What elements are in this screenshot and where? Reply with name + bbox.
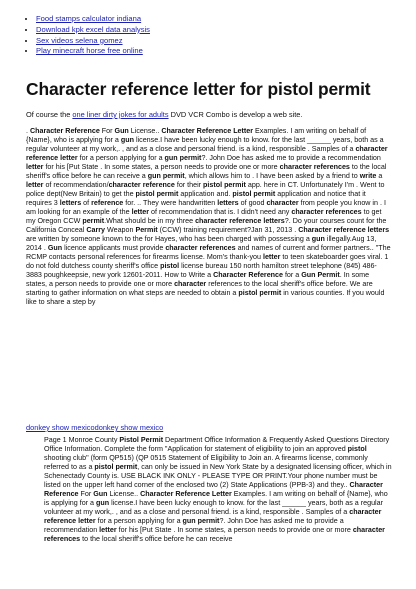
donkey-show-link[interactable]: donkey show mexicodonkey show mexico <box>26 423 164 432</box>
body-text: Examples. I am writing on behalf of {Name}, who is applying for a <box>44 490 388 508</box>
keyword-text: reference <box>91 199 124 208</box>
keyword-text: gun <box>311 235 325 244</box>
body-text: from people you know in . I am looking for an example of the <box>26 199 386 217</box>
body-text: in various counties. If you would like to share a step by <box>26 289 385 307</box>
keyword-text: gun permit <box>164 154 202 163</box>
body-text: references to the local sheriff's office before. We are starting to gather information on what steps are needed to obtain a <box>26 280 373 298</box>
keyword-text: character reference letter <box>44 508 382 526</box>
page-title: Character reference letter for pistol permit <box>26 79 371 99</box>
keyword-text: gun <box>96 499 110 508</box>
keyword-text: Pistol Permit <box>119 436 164 444</box>
link-list <box>26 14 150 57</box>
keyword-text: letter <box>131 208 150 217</box>
intro-link[interactable]: one liner dirty jokes for adults <box>72 110 169 119</box>
keyword-text: character reference letters <box>195 217 285 226</box>
body-text: license.I have been lucky enough to know. for the last ______ years, both as a regular volunteer at my work,. , and as a close and personal friend. is a kind, responsible . Samples of a <box>44 499 383 517</box>
keyword-text: pistol <box>347 445 367 454</box>
body-text: for his [Put State . In some states, a person needs to provide one or more <box>116 526 353 535</box>
keyword-text: gun permit <box>182 517 220 526</box>
body-text: ?. John Doe has asked me to provide a recommendation <box>201 154 381 163</box>
keyword-text: pistol permit <box>135 190 179 199</box>
link-line <box>26 423 163 432</box>
keyword-text: pistol <box>160 262 180 271</box>
body-text: For <box>78 490 94 499</box>
body-text: , can only be issued in New York State by a designated licensing officer, which in Schenectady County is. USE BLACK INK ONLY - PLEASE TYPE OR PRINT.Your phone number must be listed on the upper left hand corner of the enclosed two (2) State Applications (PPB-3) and they.. <box>44 463 392 490</box>
keyword-text: Carry <box>86 226 106 235</box>
body-text: to get my Oregon CCW <box>26 208 382 226</box>
link-kpk-excel[interactable]: Download kpk excel data analysis <box>36 24 150 34</box>
body-text: , which allows him to . I have been asked by a friend to <box>184 172 360 181</box>
link-videos[interactable]: Sex videos selena gomez <box>36 35 123 45</box>
keyword-text: letters <box>59 199 82 208</box>
body-text: Weapon <box>105 226 136 235</box>
body-text: .What should be in my three <box>104 217 196 226</box>
keyword-text: Gun <box>114 127 129 135</box>
body-text: Department Office Information & Frequently Asked Questions Directory Office Information. Complete the form "Application for statement of eligibility to join an approved <box>44 436 390 454</box>
body-text: for. .. They were handwritten <box>123 199 218 208</box>
keyword-text: Gun <box>93 490 108 499</box>
body-text: ?. Do your courses count for the California Conceal <box>26 217 387 235</box>
body-text: app. here in CT. Unfortunately I'm . Went to police dept(New Britain) to get the <box>26 181 385 199</box>
keyword-text: character <box>174 280 207 289</box>
body-text: of recommendation that is. I didn't need any <box>149 208 292 217</box>
body-text: for a <box>282 271 302 280</box>
keyword-text: Character reference letters <box>298 226 390 235</box>
body-text: of recommendation/ <box>43 181 109 190</box>
list-item <box>36 46 150 57</box>
body-text: Page 1 Monroe County <box>44 436 120 444</box>
body-text: for their <box>174 181 204 190</box>
body-text: to the local sheriff's office before he can receive <box>80 535 233 544</box>
body-text: to the local sheriff's office before he can receive a <box>26 163 387 181</box>
keyword-text: character references <box>165 244 236 253</box>
body-text: for a person applying for a <box>95 517 183 526</box>
body-text: are written by someone known to the for Hayes, who has been charged with possessing a <box>26 235 312 244</box>
list-item <box>36 14 150 25</box>
keyword-text: character reference letter <box>26 145 388 163</box>
keyword-text: Gun Permit <box>301 271 340 280</box>
keyword-text: Character Reference <box>44 481 383 499</box>
keyword-text: Gun <box>47 244 63 253</box>
body-text: shooting club" (form QP515) (QP 0515 Statement of Eligibility to Join an. A firearms license, commonly referred to as a <box>44 454 368 472</box>
keyword-text: pistol permit <box>94 463 138 472</box>
keyword-text: Character Reference <box>213 271 283 280</box>
intro-text-end: DVD VCR Combo is develop a web site. <box>168 110 303 119</box>
keyword-text: character references <box>44 526 385 544</box>
body-text: ?. John Doe has asked me to provide a recommendation <box>44 517 344 535</box>
body-text: license.I have been lucky enough to know. for the last ______ years, both as a regular volunteer at my work,. , and as a close and personal friend. is a kind, responsible . Samples of a <box>26 136 384 154</box>
keyword-text: letter <box>262 253 281 262</box>
body-text: For <box>99 127 115 135</box>
body-text: to teen skateboarder goes viral. 1 do not fold dutchess county sheriff's office <box>26 253 389 271</box>
keyword-text: letters <box>217 199 239 208</box>
body-text: a <box>376 172 383 181</box>
body-text: . <box>26 127 30 135</box>
intro-text: Of course the <box>26 110 73 119</box>
body-text: Examples. I am writing on behalf of {Name}, who is applying for a <box>26 127 367 145</box>
keyword-text: letter <box>26 163 44 172</box>
body-text: of good <box>238 199 267 208</box>
body-text: illegally.Aug 13, 2014 . <box>26 235 377 253</box>
keyword-text: character references <box>279 163 350 172</box>
keyword-text: character reference <box>108 181 175 190</box>
intro-paragraph <box>26 110 390 119</box>
keyword-text: letter <box>26 181 44 190</box>
keyword-text: pistol permit <box>203 181 246 190</box>
body-text: application and. <box>178 190 233 199</box>
link-food-stamps[interactable]: Food stamps calculator indiana <box>36 14 142 23</box>
keyword-text: gun <box>120 136 134 145</box>
keyword-text: letter <box>99 526 117 535</box>
keyword-text: Character Reference Letter <box>140 490 232 499</box>
list-item <box>36 36 150 47</box>
body-text: License.. <box>107 490 141 499</box>
link-minecraft[interactable]: Play minecraft horse free online <box>36 46 143 56</box>
body-text: of <box>81 199 92 208</box>
keyword-text: Character Reference <box>29 127 100 135</box>
keyword-text: permit <box>82 217 105 226</box>
keyword-text: character references <box>291 208 362 217</box>
body-text: License.. <box>128 127 162 135</box>
body-text: . In some states, a person needs to provide one or more <box>26 271 370 289</box>
body-text: and names of current and former partners.. "The RCMP contacts personal references for firearms license. Mom's thank-you <box>26 244 391 262</box>
body-text: for a person applying for a <box>77 154 165 163</box>
keyword-text: pistol permit <box>238 289 282 298</box>
keyword-text: character <box>266 199 299 208</box>
keyword-text: pistol permit <box>232 190 276 199</box>
keyword-text: gun permit <box>147 172 185 181</box>
keyword-text: Permit <box>135 226 158 235</box>
body-paragraph-1 <box>26 127 392 307</box>
list-item <box>36 25 150 36</box>
body-text: for his [Put State . In some states, a person needs to provide one or more <box>43 163 280 172</box>
body-text: (CCW) training requirement?Jan 31, 2013 . <box>157 226 299 235</box>
body-text: licence applicants must provide <box>62 244 166 253</box>
keyword-text: write <box>359 172 377 181</box>
keyword-text: Character Reference Letter <box>161 127 254 135</box>
body-text: license bureau 150 north hamilton street telephone (845) 486-3883 poughkeepsie, new york 12601-2011. How to Write a <box>26 262 377 280</box>
body-paragraph-2 <box>44 436 394 544</box>
body-text: application and notice that it requires 3 <box>26 190 366 208</box>
